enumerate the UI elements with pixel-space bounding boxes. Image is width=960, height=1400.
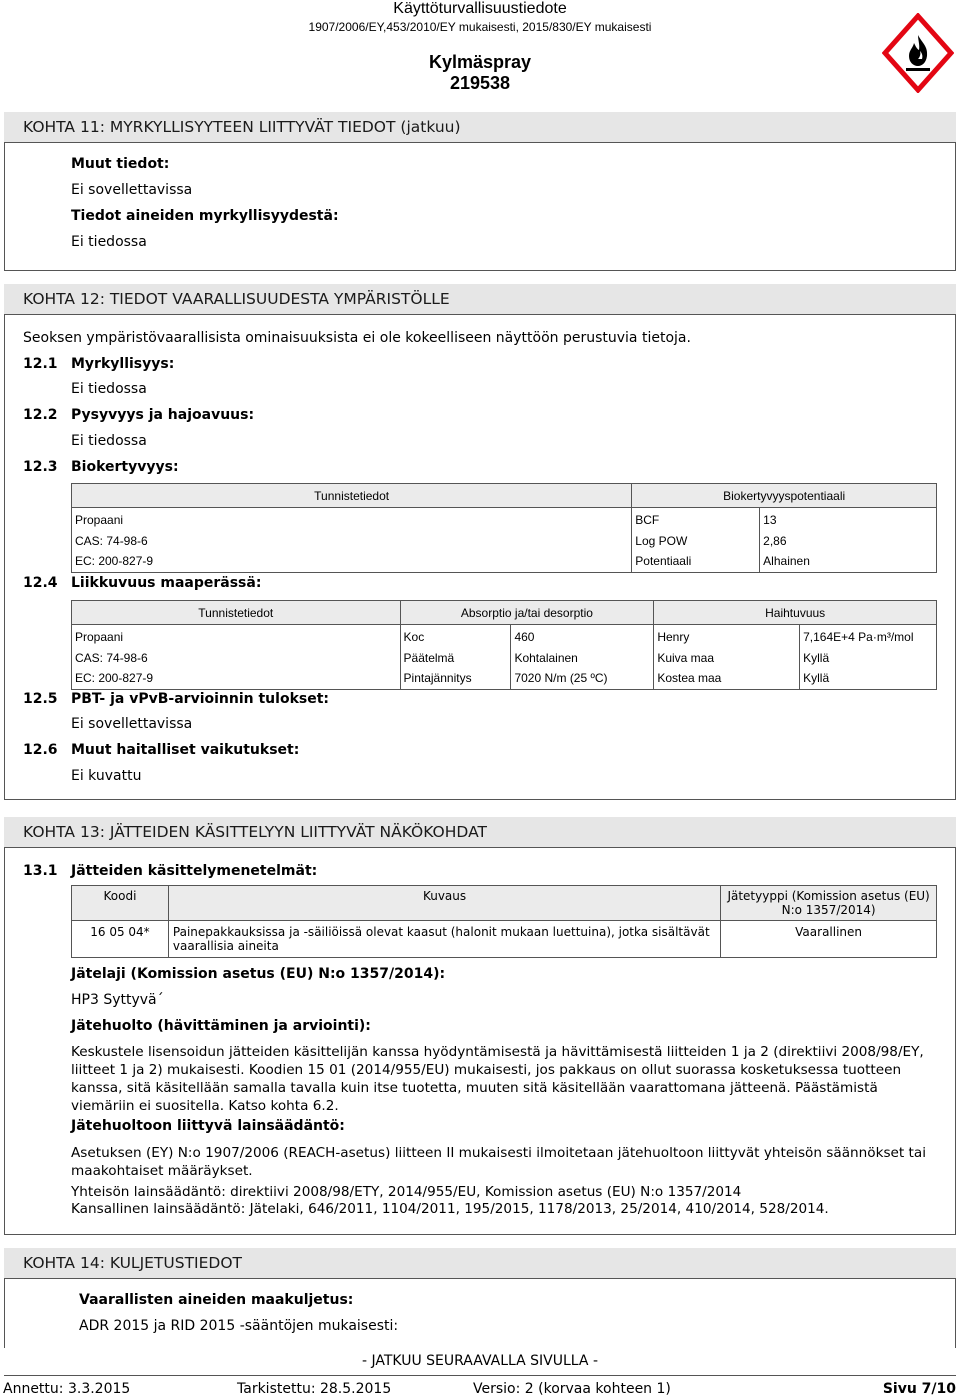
soil-evap-key: Kostea maa (654, 668, 800, 689)
soil-substance-ec: EC: 200-827-9 (72, 668, 401, 689)
waste-col-code: Koodi (72, 886, 169, 921)
other-info-label: Muut tiedot: (71, 156, 170, 172)
subsection-12-2-number: 12.2 (23, 407, 58, 423)
section-11-heading: KOHTA 11: MYRKYLLISYYTEEN LIITTYVÄT TIEDOT (jatkuu) (4, 112, 956, 143)
subsection-12-3-number: 12.3 (23, 459, 58, 475)
document-title: Käyttöturvallisuustiedote (393, 0, 567, 17)
soil-evap-key: Kuiva maa (654, 648, 800, 669)
waste-law-text: Asetuksen (EY) N:o 1907/2006 (REACH-asetus) liitteen II mukaisesti ilmoitetaan jätehuoltoon liittyvät yhteisön säännökset tai maakohtaiset määräykset. (71, 1145, 926, 1179)
soil-abs-value: Kohtalainen (511, 648, 654, 669)
subsection-12-1-label: Myrkyllisyys: (71, 356, 175, 372)
waste-row-code: 16 05 04* (72, 921, 169, 958)
bio-col-potential: Biokertyvyyspotentiaali (632, 484, 937, 508)
subsection-12-1-value: Ei tiedossa (71, 381, 147, 397)
subsection-12-5-number: 12.5 (23, 691, 58, 707)
waste-law-label: Jätehuoltoon liittyvä lainsäädäntö: (71, 1118, 345, 1134)
soil-col-identification: Tunnistetiedot (72, 601, 401, 625)
bio-prop-value: 13 (760, 508, 937, 531)
regulation-reference: 1907/2006/EY,453/2010/EY mukaisesti, 2015/830/EY mukaisesti (308, 20, 652, 34)
waste-col-description: Kuvaus (168, 886, 720, 921)
version-info: Versio: 2 (korvaa kohteen 1) (473, 1381, 671, 1397)
soil-evap-key: Henry (654, 625, 800, 648)
subsection-12-1-number: 12.1 (23, 356, 58, 372)
bio-prop-value: 2,86 (760, 531, 937, 552)
waste-type-value: HP3 Syttyvä´ (71, 992, 164, 1008)
bio-prop-key: Log POW (632, 531, 760, 552)
subsection-13-1-number: 13.1 (23, 863, 58, 879)
eu-legislation: Yhteisön lainsäädäntö: direktiivi 2008/98/ETY, 2014/955/EU, Komission asetus (EU) N:o 1357/2014 (71, 1184, 742, 1200)
soil-abs-key: Päätelmä (400, 648, 511, 669)
page-number: Sivu 7/10 (882, 1381, 956, 1397)
national-legislation: Kansallinen lainsäädäntö: Jätelaki, 646/2011, 1104/2011, 195/2015, 1178/2013, 25/2014, 410/2014, 528/2014. (71, 1201, 829, 1217)
bio-substance-ec: EC: 200-827-9 (72, 551, 632, 572)
section-13-heading: KOHTA 13: JÄTTEIDEN KÄSITTELYYN LIITTYVÄT NÄKÖKOHDAT (4, 817, 956, 848)
subsection-12-6-value: Ei kuvattu (71, 768, 142, 784)
soil-abs-key: Koc (400, 625, 511, 648)
soil-substance-name: Propaani (72, 625, 401, 648)
substance-toxicity-label: Tiedot aineiden myrkyllisyydestä: (71, 208, 339, 224)
bio-col-identification: Tunnistetiedot (72, 484, 632, 508)
bio-prop-value: Alhainen (760, 551, 937, 572)
footer-divider (4, 1375, 956, 1376)
subsection-12-6-label: Muut haitalliset vaikutukset: (71, 742, 300, 758)
waste-row-description: Painepakkauksissa ja -säiliöissä olevat kaasut (halonit mukaan luettuina), jotka sisältävät vaarallisia aineita (168, 921, 720, 958)
subsection-12-5-value: Ei sovellettavissa (71, 716, 193, 732)
section-12-intro: Seoksen ympäristövaarallisista ominaisuuksista ei ole kokeelliseen näyttöön perustuvia tietoja. (23, 330, 691, 346)
product-code: 219538 (449, 73, 511, 93)
revised-date: Tarkistettu: 28.5.2015 (237, 1381, 392, 1397)
soil-substance-cas: CAS: 74-98-6 (72, 648, 401, 669)
subsection-12-5-label: PBT- ja vPvB-arvioinnin tulokset: (71, 691, 329, 707)
soil-evap-value: Kyllä (800, 648, 937, 669)
soil-mobility-table (71, 600, 937, 690)
soil-abs-key: Pintajännitys (400, 668, 511, 689)
bioaccumulation-table (71, 483, 937, 573)
subsection-12-2-label: Pysyvyys ja hajoavuus: (71, 407, 255, 423)
waste-code-table (71, 885, 937, 958)
other-info-value: Ei sovellettavissa (71, 182, 193, 198)
subsection-12-3-label: Biokertyvyys: (71, 459, 179, 475)
product-name-text: Kylmäspray (428, 52, 532, 72)
subsection-13-1-label: Jätteiden käsittelymenetelmät: (71, 863, 318, 879)
flame-icon (882, 13, 954, 93)
soil-col-absorption: Absorptio ja/tai desorptio (400, 601, 654, 625)
subsection-12-4-label: Liikkuvuus maaperässä: (71, 575, 262, 591)
land-transport-value: ADR 2015 ja RID 2015 -sääntöjen mukaisesti: (79, 1318, 399, 1334)
waste-row-type: Vaarallinen (721, 921, 937, 958)
subsection-12-6-number: 12.6 (23, 742, 58, 758)
waste-management-text: Keskustele lisensoidun jätteiden käsittelijän kanssa hyödyntämisestä ja hävittämisestä liitteiden 1 ja 2 (direktiivi 2008/98/EY, liitteet 1 ja 2) mukaisesti. Koodien 15 01 (2014/955/EU) mukaisesti, jos pakkaus on ollut suorassa kosketuksessa tuotteen kanssa, sitä käsitellään samalla tavalla kuin itse tuotetta, muuten sitä käsitellään vaarattomana jätteenä. Päästämistä viemäriin ei suositella. Katso kohta 6.2. (71, 1044, 924, 1114)
waste-type-label: Jätelaji (Komission asetus (EU) N:o 1357/2014): (71, 966, 446, 982)
waste-management-label: Jätehuolto (hävittäminen ja arviointi): (71, 1018, 371, 1034)
subsection-12-4-number: 12.4 (23, 575, 58, 591)
waste-col-type: Jätetyyppi (Komission asetus (EU) N:o 1357/2014) (721, 886, 937, 921)
soil-abs-value: 460 (511, 625, 654, 648)
bio-substance-name: Propaani (72, 508, 632, 531)
subsection-12-2-value: Ei tiedossa (71, 433, 147, 449)
bio-prop-key: BCF (632, 508, 760, 531)
soil-col-volatility: Haihtuvuus (654, 601, 937, 625)
land-transport-label: Vaarallisten aineiden maakuljetus: (79, 1292, 354, 1308)
soil-evap-value: Kyllä (800, 668, 937, 689)
section-12-heading: KOHTA 12: TIEDOT VAARALLISUUDESTA YMPÄRISTÖLLE (4, 284, 956, 315)
bio-prop-key: Potentiaali (632, 551, 760, 572)
section-14-heading: KOHTA 14: KULJETUSTIEDOT (4, 1248, 956, 1279)
product-name (0, 52, 960, 94)
substance-toxicity-value: Ei tiedossa (71, 234, 147, 250)
bio-substance-cas: CAS: 74-98-6 (72, 531, 632, 552)
soil-abs-value: 7020 N/m (25 ºC) (511, 668, 654, 689)
continued-notice: - JATKUU SEURAAVALLA SIVULLA - (361, 1353, 598, 1369)
soil-evap-value: 7,164E+4 Pa·m³/mol (800, 625, 937, 648)
issued-date: Annettu: 3.3.2015 (3, 1381, 131, 1397)
